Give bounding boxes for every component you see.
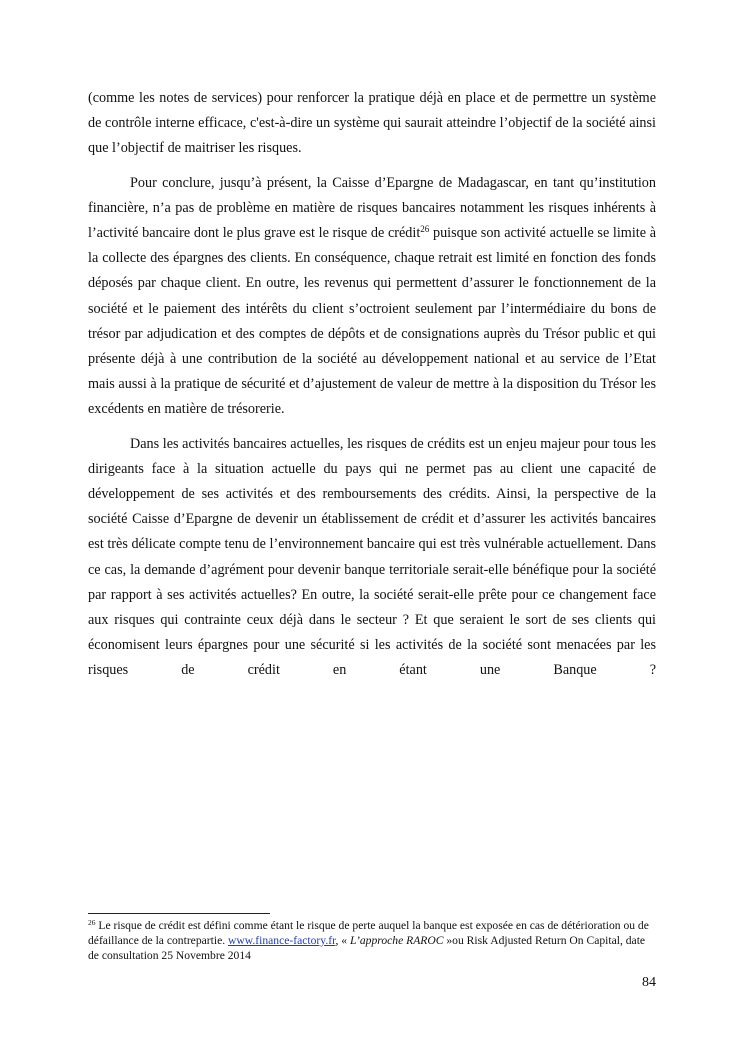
paragraph-1-text: (comme les notes de services) pour renforcer la pratique déjà en place et de permettre un système de contrôle interne efficace, c'est-à-dire un système qui saurait atteindre l’objectif de la société ainsi que l’objectif de maitriser les risques.	[88, 90, 656, 157]
paragraph-3-text: Dans les activités bancaires actuelles, les risques de crédits est un enjeu majeur pour tous les dirigeants face à la situation actuelle du pays qui ne permet pas au client une capacité de développement de ses activités et des remboursements des crédits. Ainsi, la perspective de la société Caisse d’Epargne de devenir un établissement de crédit et d’assurer les activités bancaires est très délicate compte tenu de l’environnement bancaire qui est très vulnérable actuellement. Dans ce cas, la demande d’agrément pour devenir banque territoriale serait-elle bénéfique pour la société par rapport à ses activités actuelles? En outre, la société serait-elle prête pour ce changement face aux risques qui contrainte ceux déjà dans le secteur ? Et que seraient le sort de ses clients qui économisent leurs épargnes pour une sécurité si les activités de la société sont menacées par les risques de crédit en étant une Banque ?	[88, 435, 656, 679]
footnote-link[interactable]: www.finance-factory.fr	[228, 934, 336, 948]
footnote-reference[interactable]: 26	[420, 224, 430, 235]
footnote	[88, 918, 656, 964]
paragraph-2	[88, 171, 656, 423]
document-body	[88, 86, 656, 693]
footnote-text-end: »ou Risk Adjusted Return On Capital, date de consultation 25 Novembre 2014	[88, 934, 646, 963]
page-number: 84	[642, 975, 656, 990]
paragraph-3	[88, 432, 656, 684]
paragraph-1	[88, 86, 656, 162]
paragraph-2-text-start: Pour conclure, jusqu’à présent, la Caisse d’Epargne de Madagascar, en tant qu’institution financière, n’a pas de problème en matière de risques bancaires notamment les risques inhérents à l’activité bancaire dont le plus grave est le risque de crédit	[88, 174, 656, 242]
footnote-separator	[88, 913, 270, 914]
footnote-title: L’approche RAROC	[349, 934, 444, 948]
footnote-text-between: , «	[335, 934, 350, 948]
footnote-text: Le risque de crédit est défini comme étant le risque de perte auquel la banque est exposée en cas de détérioration ou de défaillance de la contrepartie.	[88, 919, 649, 948]
paragraph-2-text-end: puisque son activité actuelle se limite à la collecte des épargnes des clients. En conséquence, chaque retrait est limité en fonction des fonds déposés par chaque client. En outre, les revenus qui permettent d’assurer le fonctionnement de la société et le paiement des intérêts du client s’octroient seulement par l’intermédiaire du bons de trésor par adjudication et des comptes de dépôts et de consignations auprès du Trésor public et qui présente déjà à une contribution de la société au développement national et au service de l’Etat mais aussi à la pratique de sécurité et d’ajustement de valeur de mettre à la disposition du Trésor les excédents en matière de trésorerie.	[88, 225, 657, 418]
footnote-number: 26	[88, 918, 96, 927]
